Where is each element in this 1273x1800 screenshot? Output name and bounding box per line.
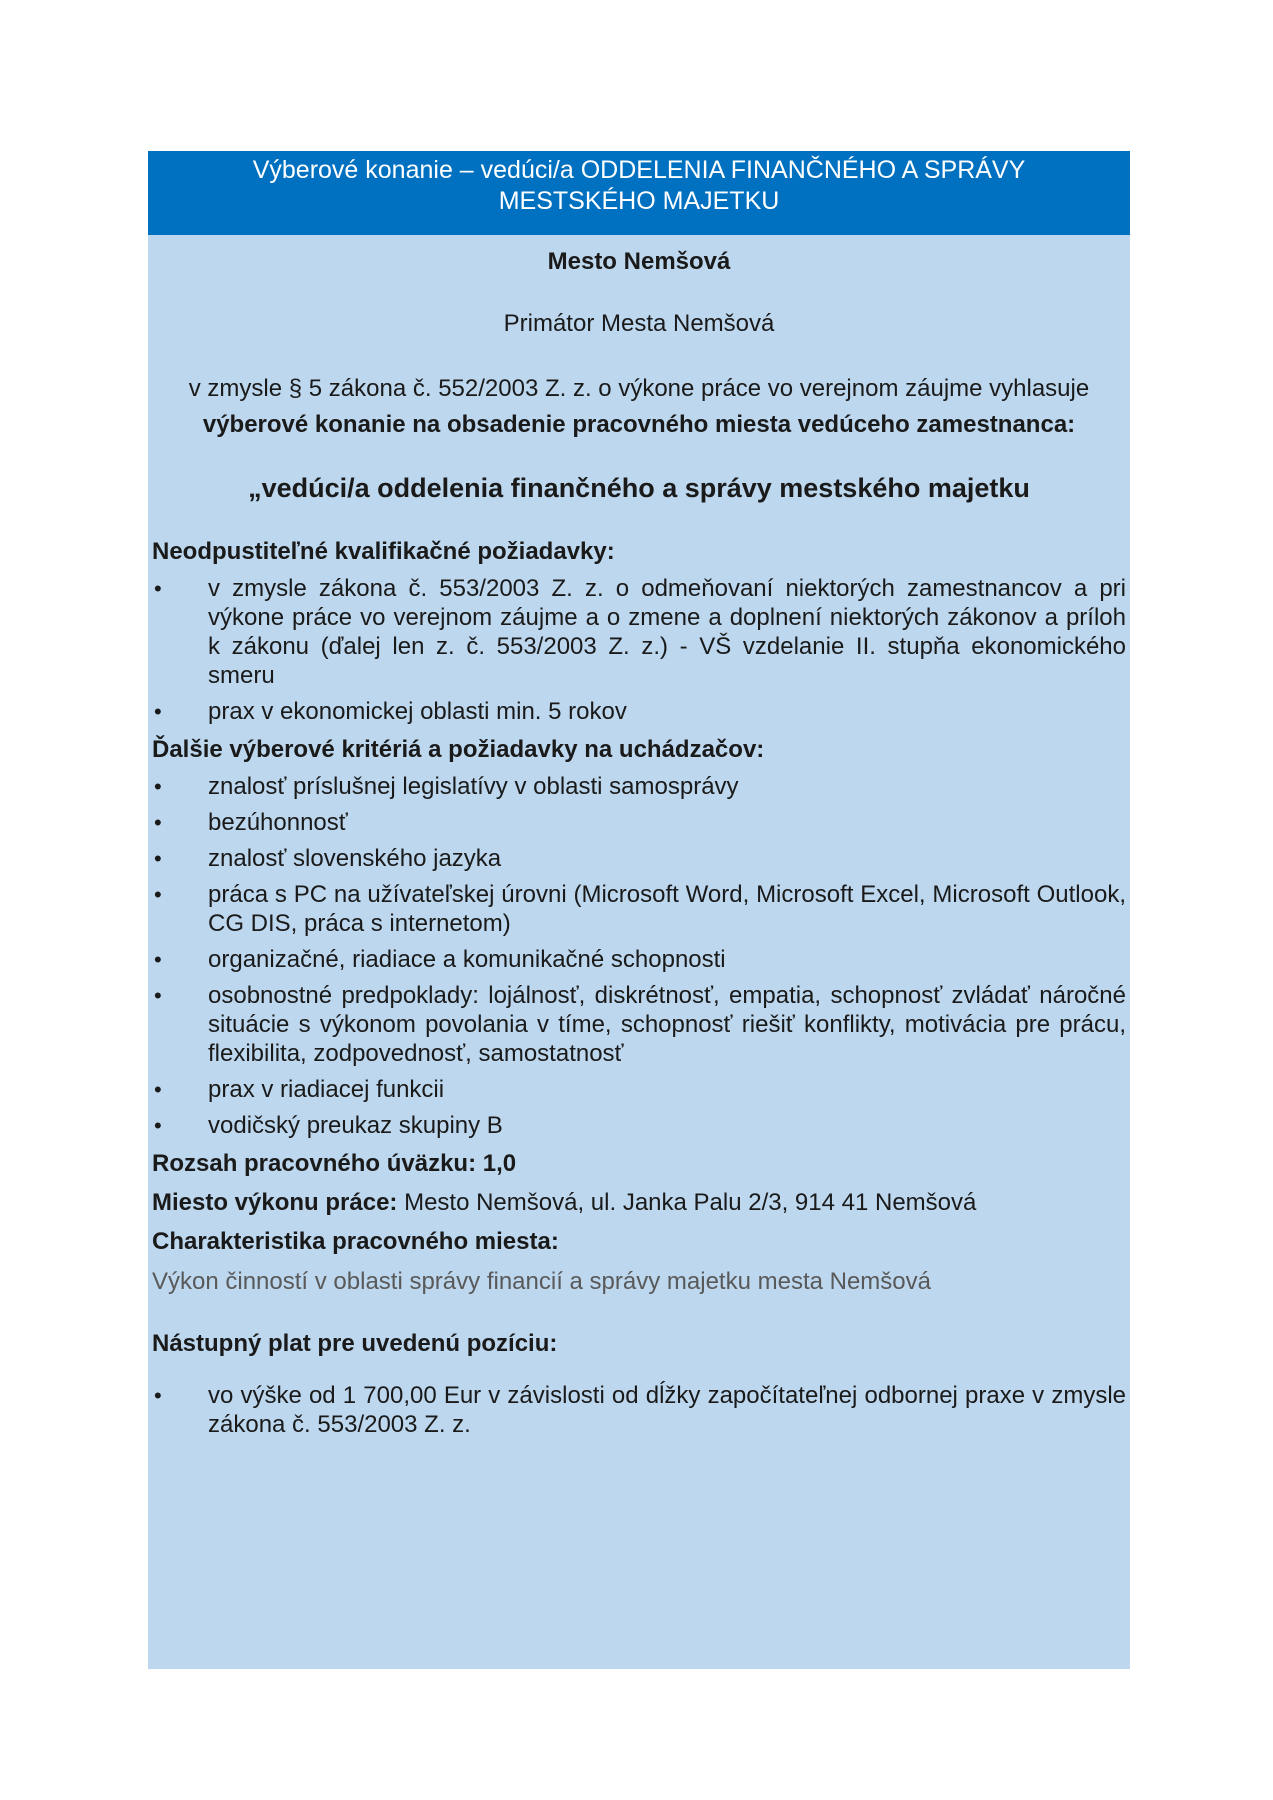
header-title-line2: MESTSKÉHO MAJETKU [498,187,780,215]
header-title-line1: Výberové konanie – vedúci/a ODDELENIA FINANČNÉHO A SPRÁVY [252,156,1026,184]
workplace-label: Miesto výkonu práce: [152,1189,398,1216]
list-item: • organizačné, riadiace a komunikačné schopnosti [152,945,1126,974]
organization-name: Mesto Nemšová [547,248,731,275]
list-item: • v zmysle zákona č. 553/2003 Z. z. o odmeňovaní niektorých zamestnancov a pri výkone práce vo verejnom záujme a o zmene a doplnení niektorých zákonov a príloh k zákonu (ďalej len z. č. 553/2003 Z. z.) - VŠ vzdelanie II. stupňa ekonomického smeru [152,574,1126,690]
list-item: • znalosť slovenského jazyka [152,844,1126,873]
list-item: • vo výške od 1 700,00 Eur v závislosti od dĺžky započítateľnej odbornej praxe v zmysle zákona č. 553/2003 Z. z. [152,1381,1126,1439]
characteristics-text: Výkon činností v oblasti správy financií a správy majetku mesta Nemšová [152,1268,931,1295]
list-item: • práca s PC na užívateľskej úrovni (Microsoft Word, Microsoft Excel, Microsoft Outlook, CG DIS, práca s internetom) [152,880,1126,938]
list-item: • prax v riadiacej funkcii [152,1075,1126,1104]
intro-paragraph [152,371,1126,443]
mayor-line: Primátor Mesta Nemšová [503,310,775,337]
criteria-list [152,772,1126,1140]
posting-body [148,247,1130,1439]
list-item: • osobnostné predpoklady: lojálnosť, diskrétnosť, empatia, schopnosť zvládať náročné situácie s výkonom povolania v tíme, schopnosť riešiť konflikty, motivácia pre prácu, flexibilita, zodpovednosť, samostatnosť [152,981,1126,1068]
salary-list [152,1381,1126,1439]
workload-line: Rozsah pracovného úväzku: 1,0 [152,1150,517,1177]
characteristics-heading: Charakteristika pracovného miesta: [152,1228,559,1255]
criteria-heading: Ďalšie výberové kritériá a požiadavky na uchádzačov: [152,736,765,763]
qualification-list [152,574,1126,726]
workplace-value: Mesto Nemšová, ul. Janka Palu 2/3, 914 41 Nemšová [397,1189,977,1216]
list-item: • prax v ekonomickej oblasti min. 5 rokov [152,697,1126,726]
list-item: • bezúhonnosť [152,808,1126,837]
salary-heading: Nástupný plat pre uvedenú pozíciu: [152,1330,558,1357]
job-posting-document [148,151,1130,1669]
intro-bold-text: výberové konanie na obsadenie pracovného miesta vedúceho zamestnanca: [202,411,1076,438]
list-item: • znalosť príslušnej legislatívy v oblasti samosprávy [152,772,1126,801]
workplace-line [152,1188,1126,1218]
qualification-heading: Neodpustiteľné kvalifikačné požiadavky: [152,538,615,565]
posting-header [148,151,1130,235]
list-item: • vodičský preukaz skupiny B [152,1111,1126,1140]
position-title: „vedúci/a oddelenia finančného a správy mestského majetku [248,473,1030,503]
intro-text: v zmysle § 5 zákona č. 552/2003 Z. z. o výkone práce vo verejnom záujme vyhlasuje [188,375,1090,402]
